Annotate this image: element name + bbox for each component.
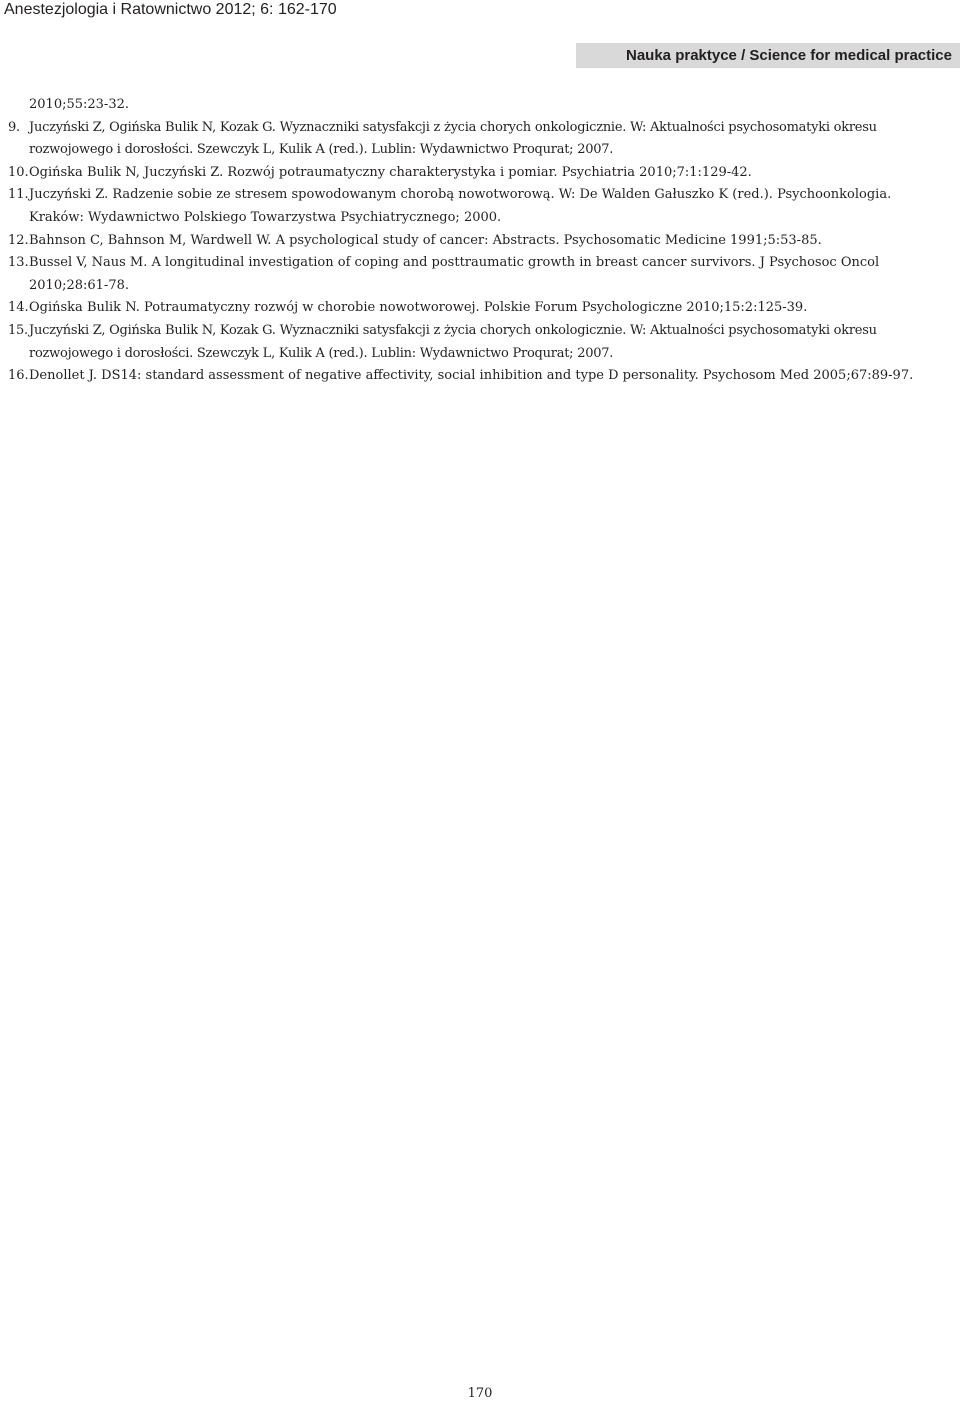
page-number: 170 bbox=[467, 1386, 493, 1401]
section-banner bbox=[576, 43, 960, 68]
reference-text: Juczyński Z, Ogińska Bulik N, Kozak G. Wyznaczniki satysfakcji z życia chorych onkologicznie. W: Aktualności psychosomatyki okresu rozwojowego i dorosłości. Szewczyk L, Kulik A (red.). Lublin: Wydawnictwo Proqurat; 2007. bbox=[29, 119, 877, 158]
journal-citation: Anestezjologia i Ratownictwo 2012; 6: 162-170 bbox=[4, 1, 337, 18]
section-title: Nauka praktyce / Science for medical practice bbox=[626, 47, 952, 64]
reference-text: 2010;55:23-32. bbox=[29, 97, 129, 112]
reference-text: Juczyński Z. Radzenie sobie ze stresem spowodowanym chorobą nowotworową. W: De Walden Gałuszko K (red.). Psychoonkologia. Kraków: Wydawnictwo Polskiego Towarzystwa Psychiatrycznego; 2000. bbox=[29, 187, 892, 225]
reference-number: 12. bbox=[8, 232, 29, 248]
reference-item-10 bbox=[0, 162, 930, 185]
reference-text: Ogińska Bulik N, Juczyński Z. Rozwój potraumatyczny charakterystyka i pomiar. Psychiatria 2010;7:1:129-42. bbox=[29, 164, 752, 180]
reference-item-11 bbox=[0, 184, 930, 229]
reference-number: 11. bbox=[8, 187, 29, 203]
reference-item-14 bbox=[0, 297, 930, 320]
reference-item-13 bbox=[0, 252, 930, 297]
reference-item-9 bbox=[0, 117, 930, 162]
reference-number: 9. bbox=[8, 119, 20, 135]
reference-continuation bbox=[0, 94, 930, 117]
reference-text: Ogińska Bulik N. Potraumatyczny rozwój w chorobie nowotworowej. Polskie Forum Psychologiczne 2010;15:2:125-39. bbox=[29, 300, 808, 316]
reference-number: 16. bbox=[8, 368, 29, 384]
reference-item-16 bbox=[0, 365, 930, 388]
reference-text: Bahnson C, Bahnson M, Wardwell W. A psychological study of cancer: Abstracts. Psychosomatic Medicine 1991;5:53-85. bbox=[29, 232, 822, 248]
reference-text: Juczyński Z, Ogińska Bulik N, Kozak G. Wyznaczniki satysfakcji z życia chorych onkologicznie. W: Aktualności psychosomatyki okresu rozwojowego i dorosłości. Szewczyk L, Kulik A (red.). Lublin: Wydawnictwo Proqurat; 2007. bbox=[29, 322, 877, 361]
reference-number: 10. bbox=[8, 164, 29, 180]
reference-number: 13. bbox=[8, 255, 29, 271]
reference-list bbox=[0, 94, 960, 388]
reference-text: Bussel V, Naus M. A longitudinal investigation of coping and posttraumatic growth in breast cancer survivors. J Psychosoc Oncol 2010;28:61-78. bbox=[29, 255, 880, 293]
reference-number: 15. bbox=[8, 322, 28, 338]
reference-item-15 bbox=[0, 320, 930, 365]
reference-number: 14. bbox=[8, 300, 29, 316]
reference-text: Denollet J. DS14: standard assessment of negative affectivity, social inhibition and type D personality. Psychosom Med 2005;67:89-97. bbox=[29, 368, 914, 384]
reference-item-12 bbox=[0, 230, 930, 253]
